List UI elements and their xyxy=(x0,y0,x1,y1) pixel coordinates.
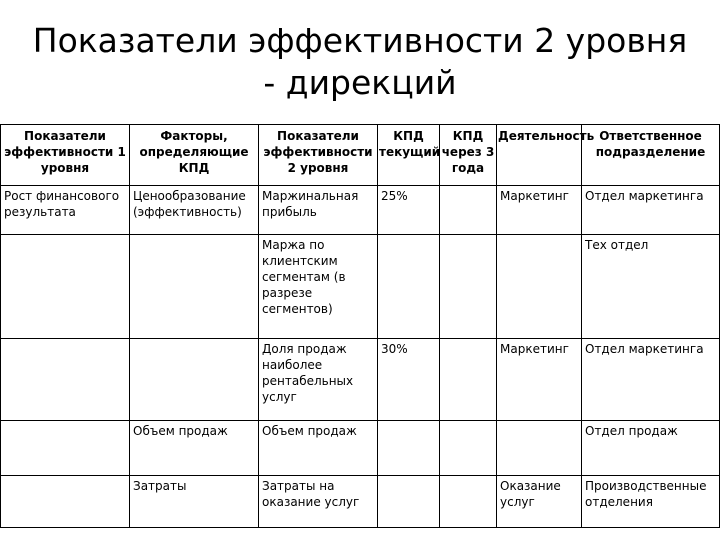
table-row xyxy=(1,235,720,339)
table-cell: Отдел маркетинга xyxy=(582,186,720,235)
table-cell: Маржинальная прибыль xyxy=(259,186,378,235)
table-cell: Объем продаж xyxy=(259,421,378,476)
slide-title xyxy=(0,20,720,104)
table-row xyxy=(1,421,720,476)
table-row xyxy=(1,339,720,421)
table-cell: Затраты на оказание услуг xyxy=(259,476,378,528)
table-cell: Отдел продаж xyxy=(582,421,720,476)
table-cell: Ценообразование (эффективность) xyxy=(130,186,259,235)
table-cell: Оказание услуг xyxy=(497,476,582,528)
header-kpd-3-years: КПД через 3 года xyxy=(440,125,497,186)
header-kpi-level-1: Показатели эффективности 1 уровня xyxy=(1,125,130,186)
header-kpd-current: КПД текущий xyxy=(378,125,440,186)
table-cell: Затраты xyxy=(130,476,259,528)
header-factors: Факторы, определяющие КПД xyxy=(130,125,259,186)
table-row xyxy=(1,186,720,235)
table-cell: 25% xyxy=(378,186,440,235)
header-responsible-unit: Ответственное подразделение xyxy=(582,125,720,186)
table-cell xyxy=(1,476,130,528)
table-cell xyxy=(440,339,497,421)
table-cell: Объем продаж xyxy=(130,421,259,476)
table-cell xyxy=(378,421,440,476)
kpi-table xyxy=(0,124,720,528)
table-cell: Рост финансового результата xyxy=(1,186,130,235)
table-cell xyxy=(440,186,497,235)
table-cell xyxy=(1,339,130,421)
header-activity: Деятельность xyxy=(497,125,582,186)
table-cell: Производственные отделения xyxy=(582,476,720,528)
table-cell: Отдел маркетинга xyxy=(582,339,720,421)
table-cell xyxy=(1,235,130,339)
table-cell: Маркетинг xyxy=(497,186,582,235)
table-cell xyxy=(378,476,440,528)
table-cell: Маркетинг xyxy=(497,339,582,421)
table-cell xyxy=(130,339,259,421)
table-cell xyxy=(440,235,497,339)
table-cell xyxy=(497,421,582,476)
table-cell xyxy=(130,235,259,339)
header-kpi-level-2: Показатели эффективности 2 уровня xyxy=(259,125,378,186)
table-cell xyxy=(1,421,130,476)
table-cell: Тех отдел xyxy=(582,235,720,339)
table-cell xyxy=(497,235,582,339)
slide-title-line-1: Показатели эффективности 2 уровня xyxy=(32,21,688,60)
table-cell: Маржа по клиентским сегментам (в разрезе сегментов) xyxy=(259,235,378,339)
table-cell xyxy=(440,421,497,476)
table-cell: Доля продаж наиболее рентабельных услуг xyxy=(259,339,378,421)
table-cell xyxy=(440,476,497,528)
slide-title-line-2: - дирекций xyxy=(263,63,457,102)
table-row xyxy=(1,476,720,528)
table-cell: 30% xyxy=(378,339,440,421)
table-header-row xyxy=(1,125,720,186)
table-cell xyxy=(378,235,440,339)
